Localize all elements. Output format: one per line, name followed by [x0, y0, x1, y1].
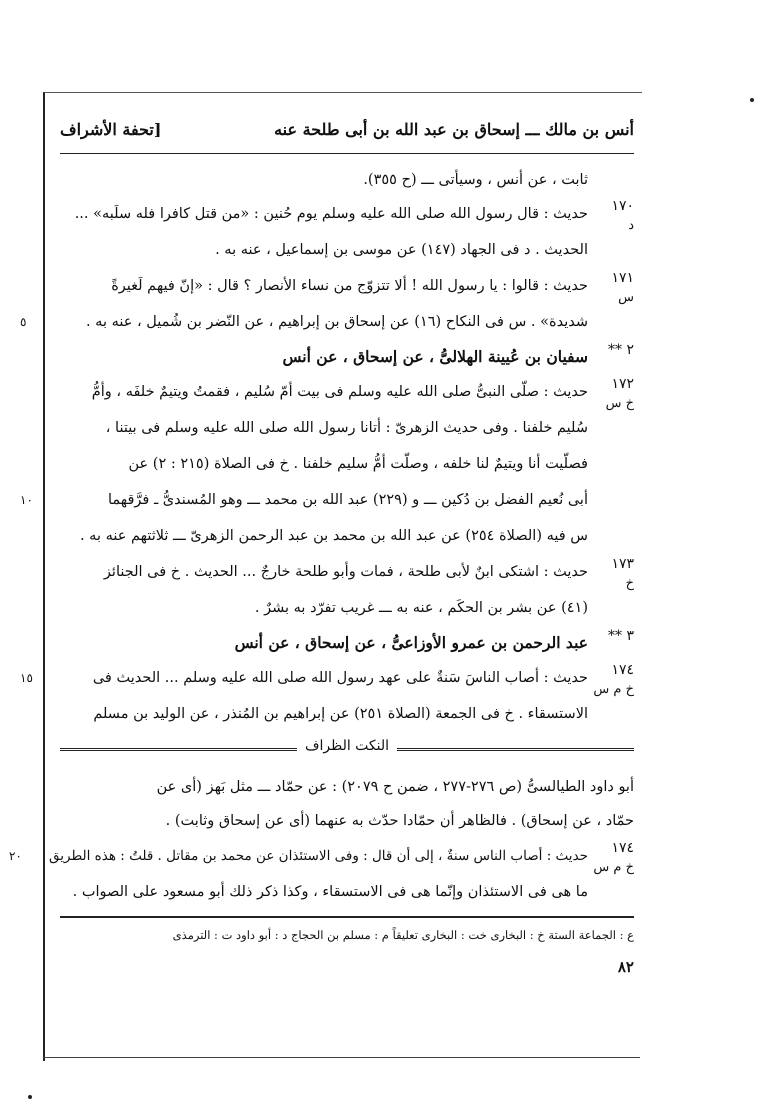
- entry-line: فصلّيت أنا ويتيمٌ لنا خلفه ، وصلّت أمُّ سليم خلفنا . خ فى الصلاة (٢١٥ : ٢) عن: [128, 456, 588, 472]
- line-number: ١٠: [20, 493, 33, 507]
- entry-line: حديث : أصاب الناس سنةٌ ، إلى أن قال : وفى الاستئذان عن محمد بن مقاتل . قلتُ : هذه الطريق ٢٠: [49, 838, 588, 874]
- entry-line: حديث : أصاب الناسَ سَنةٌ على عهد رسول الله صلى الله عليه وسلم ... الحديث فى ١٥: [60, 660, 588, 696]
- hadith-entry: [20, 268, 634, 340]
- line-number: ١٥: [20, 671, 33, 685]
- entry-line: سُليم خلفنا . وفى حديث الزهرىّ : أتانا رسول الله صلى الله عليه وسلم فى بيتنا ،: [105, 420, 588, 436]
- entry-number: ١٧١: [611, 270, 634, 286]
- entry-line: حديث : اشتكى ابنٌ لأبى طلحة ، فمات وأبو طلحة خارجٌ ... الحديث . خ فى الجنائز: [103, 564, 588, 580]
- notes-divider-title: النكت الظراف: [297, 738, 397, 754]
- intro-line: ثابت ، عن أنس ، وسيأتى ـــ (ح ٣٥٥).: [363, 172, 588, 188]
- section-number: ٢ **: [608, 342, 634, 358]
- entry-line: (٤١) عن بشر بن الحكَم ، عنه به ـــ غريب تفرّد به بشرٌ .: [254, 600, 588, 616]
- entry-line: حديث : قالوا : يا رسول الله ! ألا تتزوّج من نساء الأنصار ؟ قال : «إنّ فيهم لَغيرةً: [111, 278, 588, 294]
- entry-line: س فيه (الصلاة ٢٥٤) عن عبد الله بن محمد بن عبد الرحمن الزهرىّ ـــ ثلاثتهم عنه به .: [79, 528, 588, 544]
- running-header: [60, 120, 634, 154]
- entry-code: د: [628, 218, 634, 233]
- entry-line: الاستسقاء . خ فى الجمعة (الصلاة ٢٥١) عن إبراهيم بن المُنذر ، عن الوليد بن مسلم: [93, 706, 588, 722]
- hadith-entry: [20, 374, 634, 554]
- entry-number: ١٧٤: [611, 662, 634, 678]
- line-number: ٥: [20, 315, 27, 329]
- section-title: عبد الرحمن بن عمرو الأوزاعىُّ ، عن إسحاق ، عن أنس: [234, 633, 588, 652]
- section-heading: [60, 340, 634, 374]
- entry-code: خ م س: [593, 682, 634, 697]
- entry-number: ١٧٠: [611, 198, 634, 214]
- note-line: حمّاد ، عن إسحاق) . فالظاهر أن حمّادا حدّث به عنهما (أى عن إسحاق وثابت) .: [165, 813, 634, 829]
- abbreviations-key: ع : الجماعة الستة خ : البخارى خت : البخارى تعليقاً م : مسلم بن الحجاج د : أبو داود ت : الترمذى: [60, 916, 634, 942]
- entry-line: الحديث . د فى الجهاد (١٤٧) عن موسى بن إسماعيل ، عنه به .: [215, 242, 588, 258]
- section-number: ٣ **: [608, 628, 634, 644]
- entry-line: ما هى فى الاستئذان وإنّما هى فى الاستسقاء ، وكذا ذكر ذلك أبو مسعود على الصواب .: [72, 884, 588, 900]
- entry-number: ١٧٤: [611, 840, 634, 856]
- frame-bottom-rule: [43, 1057, 640, 1058]
- note-line: أبو داود الطيالسىُّ (ص ٢٧٦-٢٧٧ ، ضمن ح ٢٠٧٩) : عن حمّاد ـــ مثل بَهز (أى عن: [156, 779, 634, 795]
- page-number: ٨٢: [617, 958, 634, 976]
- header-book-title: [تحفة الأشراف: [60, 120, 162, 139]
- note-entry: [8, 838, 634, 910]
- notes-divider: [60, 738, 634, 764]
- header-title: أنس بن مالك ـــ إسحاق بن عبد الله بن أبى طلحة عنه: [274, 120, 634, 139]
- entry-number: ١٧٣: [611, 556, 634, 572]
- entry-code: خ م س: [593, 860, 634, 875]
- entry-number: ١٧٢: [611, 376, 634, 392]
- hadith-entry: [20, 660, 634, 732]
- hadith-entry: [60, 554, 634, 626]
- page-content: [8, 120, 634, 976]
- section-title: سفيان بن عُيينة الهلالىُّ ، عن إسحاق ، عن أنس: [282, 347, 588, 366]
- hadith-entry: [60, 196, 634, 268]
- entry-line: حديث : قال رسول الله صلى الله عليه وسلم يوم حُنين : «من قتل كافرا فله سلَبه» ...: [74, 206, 588, 222]
- scan-mark: [28, 1095, 32, 1099]
- section-heading: [60, 626, 634, 660]
- notes-block: [60, 770, 634, 838]
- entry-line: أبى نُعيم الفضل بن دُكين ـــ و (٢٢٩) عبد الله بن محمد ـــ وهو المُسندىُّ ـ فرَّقهما ١٠: [60, 482, 588, 518]
- entry-code: خ: [625, 576, 634, 591]
- entry-code: خ س: [605, 396, 634, 411]
- entry-line: حديث : صلّى النبىُّ صلى الله عليه وسلم فى بيت أمّ سُليم ، فقمتُ ويتيمٌ خلفَه ، وأمُّ: [91, 384, 588, 400]
- entry-line: شديدة» . س فى النكاح (١٦) عن إسحاق بن إبراهيم ، عن النّضر بن شُميل ، عنه به . ٥: [60, 304, 588, 340]
- line-number: ٢٠: [8, 849, 22, 863]
- scan-mark: [750, 98, 754, 102]
- entry-code: س: [618, 290, 634, 305]
